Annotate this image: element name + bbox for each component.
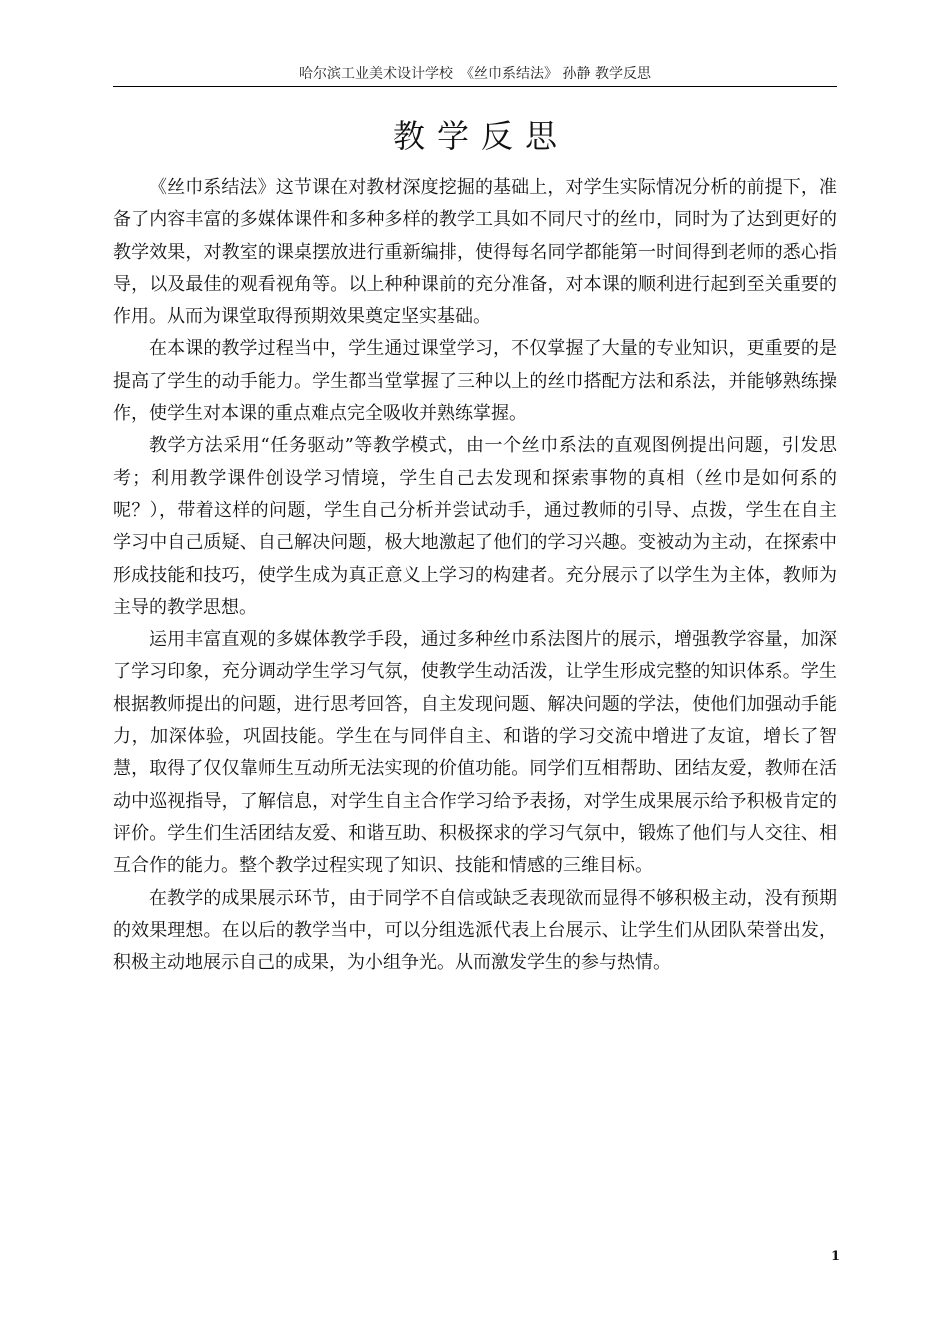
page-number: 1 [830, 1249, 840, 1264]
paragraph-5: 在教学的成果展示环节，由于同学不自信或缺乏表现欲而显得不够积极主动，没有预期的效果理想。在以后的教学当中，可以分组选派代表上台展示、让学生们从团队荣誉出发，积极主动地展示自己的成果，为小组争光。从而激发学生的参与热情。 [113, 887, 837, 974]
paragraph-4: 运用丰富直观的多媒体教学手段，通过多种丝巾系法图片的展示，增强教学容量，加深了学习印象，充分调动学生学习气氛，使教学生动活泼，让学生形成完整的知识体系。学生根据教师提出的问题，进行思考回答，自主发现问题、解决问题的学法，使他们加强动手能力，加深体验，巩固技能。学生在与同伴自主、和谐的学习交流中增进了友谊，增长了智慧，取得了仅仅靠师生互动所无法实现的价值功能。同学们互相帮助、团结友爱，教师在活动中巡视指导，了解信息，对学生自主合作学习给予表扬，对学生成果展示给予积极肯定的评价。学生们生活团结友爱、和谐互助、积极探求的学习气氛中，锻炼了他们与人交往、相互合作的能力。整个教学过程实现了知识、技能和情感的三维目标。 [113, 629, 837, 877]
page-title: 教学反思 [392, 117, 569, 155]
document-body [113, 172, 837, 979]
header-divider [113, 86, 837, 87]
paragraph-3: 教学方法采用“任务驱动”等教学模式，由一个丝巾系法的直观图例提出问题，引发思考；利用教学课件创设学习情境，学生自己去发现和探索事物的真相（丝巾是如何系的呢？），带着这样的问题，学生自己分析并尝试动手，通过教师的引导、点拨，学生在自主学习中自己质疑、自己解决问题，极大地激起了他们的学习兴趣。变被动为主动，在探索中形成技能和技巧，使学生成为真正意义上学习的构建者。充分展示了以学生为主体，教师为主导的教学思想。 [113, 435, 837, 618]
paragraph-1: 《丝巾系结法》这节课在对教材深度挖掘的基础上，对学生实际情况分析的前提下，准备了内容丰富的多媒体课件和多种多样的教学工具如不同尺寸的丝巾，同时为了达到更好的教学效果，对教室的课桌摆放进行重新编排，使得每名同学都能第一时间得到老师的悉心指导，以及最佳的观看视角等。以上种种课前的充分准备，对本课的顺利进行起到至关重要的作用。从而为课堂取得预期效果奠定坚实基础。 [113, 177, 837, 328]
paragraph-2: 在本课的教学过程当中，学生通过课堂学习，不仅掌握了大量的专业知识，更重要的是提高了学生的动手能力。学生都当堂掌握了三种以上的丝巾搭配方法和系法，并能够熟练操作，使学生对本课的重点难点完全吸收并熟练掌握。 [113, 338, 837, 425]
page-header: 哈尔滨工业美术设计学校 《丝巾系结法》 孙静 教学反思 [299, 66, 651, 82]
